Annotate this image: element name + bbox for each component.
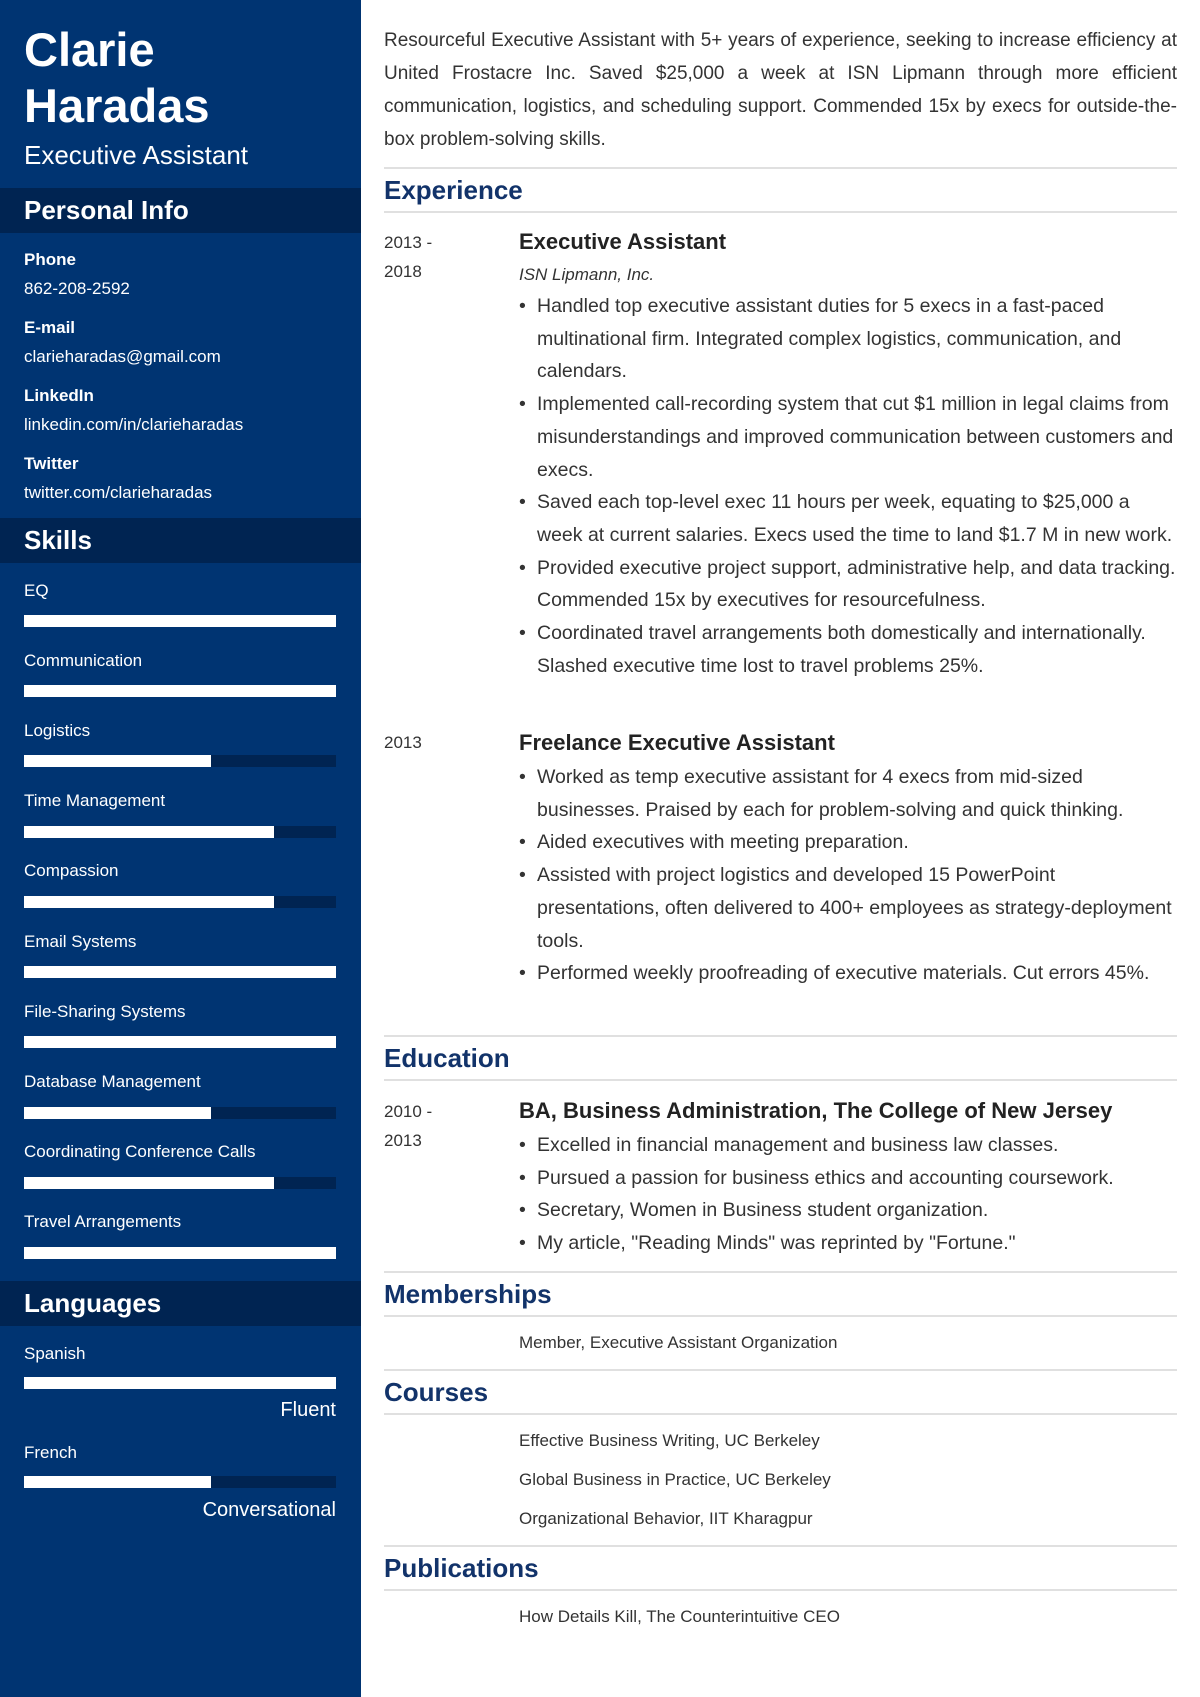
- date-start: 2013 -: [384, 233, 433, 252]
- personal-info-heading: Personal Info: [0, 188, 361, 233]
- language-bar-fill: [24, 1476, 211, 1488]
- bullet-item: • Aided executives with meeting preparation.: [519, 826, 1179, 859]
- skill-bar: [24, 685, 336, 697]
- skill-label: Time Management: [24, 791, 166, 810]
- skill-bar: [24, 1247, 336, 1259]
- candidate-name: [24, 22, 210, 134]
- bullet-item: • My article, "Reading Minds" was reprinted by "Fortune.": [519, 1227, 1179, 1260]
- summary-paragraph: Resourceful Executive Assistant with 5+ years of experience, seeking to increase efficiency at United Frostacre Inc. Saved $25,000 a week at ISN Lipmann through more efficient communication, logistics, and scheduling support. Commended 15x by execs for outside-the-box problem-solving skills.: [384, 30, 1177, 150]
- membership-item: Member, Executive Assistant Organization: [519, 1333, 838, 1352]
- bullet-item: • Provided executive project support, administrative help, and data tracking. Commended 15x by executives for resourcefulness.: [519, 552, 1179, 617]
- skill-label: Communication: [24, 651, 143, 670]
- experience-heading: Experience: [384, 167, 1177, 213]
- skill-bar-fill: [24, 1177, 274, 1189]
- job-entry-title: Executive Assistant: [519, 229, 727, 254]
- bullet-item: • Secretary, Women in Business student organization.: [519, 1194, 1179, 1227]
- language-bar: [24, 1476, 336, 1488]
- language-bar-fill: [24, 1377, 336, 1389]
- email-value[interactable]: clarieharadas@gmail.com: [24, 347, 221, 366]
- job-bullets: [519, 761, 1179, 990]
- bullet-item: • Performed weekly proofreading of executive materials. Cut errors 45%.: [519, 957, 1179, 990]
- skill-bar-fill: [24, 685, 336, 697]
- language-label: French: [24, 1443, 77, 1462]
- sidebar: [0, 0, 361, 1697]
- skill-label: Email Systems: [24, 932, 137, 951]
- course-item: Effective Business Writing, UC Berkeley: [519, 1431, 820, 1450]
- skill-bar-fill: [24, 966, 336, 978]
- language-bar: [24, 1377, 336, 1389]
- date-end: 2013: [384, 1131, 422, 1150]
- linkedin-value[interactable]: linkedin.com/in/clarieharadas: [24, 415, 244, 434]
- job-entry-company: ISN Lipmann, Inc.: [519, 265, 655, 284]
- email-label: E-mail: [24, 318, 76, 337]
- last-name: Haradas: [24, 79, 210, 132]
- date-start: 2013: [384, 733, 422, 752]
- skill-bar-fill: [24, 1247, 336, 1259]
- skill-bar-fill: [24, 896, 274, 908]
- job-entry-title: Freelance Executive Assistant: [519, 730, 835, 755]
- skill-bar-fill: [24, 1107, 211, 1119]
- bullet-item: • Saved each top-level exec 11 hours per week, equating to $25,000 a week at current salaries. Execs used the time to land $1.7 M in new work.: [519, 486, 1179, 551]
- skill-label: EQ: [24, 581, 49, 600]
- twitter-label: Twitter: [24, 454, 79, 473]
- linkedin-label: LinkedIn: [24, 386, 94, 405]
- skill-bar: [24, 755, 336, 767]
- skill-label: Compassion: [24, 861, 119, 880]
- bullet-item: • Excelled in financial management and business law classes.: [519, 1129, 1179, 1162]
- experience-date: [384, 228, 432, 286]
- education-bullets: [519, 1129, 1179, 1260]
- bullet-item: • Handled top executive assistant duties for 5 execs in a fast-paced multinational firm. Integrated complex logistics, communication, and calendars.: [519, 290, 1179, 388]
- experience-date: [384, 728, 422, 757]
- skill-label: Travel Arrangements: [24, 1212, 182, 1231]
- language-level: Conversational: [202, 1499, 336, 1521]
- education-date: [384, 1097, 432, 1155]
- date-start: 2010 -: [384, 1102, 433, 1121]
- bullet-item: • Implemented call-recording system that cut $1 million in legal claims from misunderstandings and improved communication between customers and execs.: [519, 388, 1179, 486]
- memberships-heading: Memberships: [384, 1271, 1177, 1317]
- skill-bar-fill: [24, 615, 336, 627]
- language-level: Fluent: [280, 1399, 336, 1421]
- phone-value[interactable]: 862-208-2592: [24, 279, 130, 298]
- bullet-item: • Pursued a passion for business ethics and accounting coursework.: [519, 1162, 1179, 1195]
- job-bullets: [519, 290, 1179, 682]
- date-end: 2018: [384, 262, 422, 281]
- skill-label: File-Sharing Systems: [24, 1002, 186, 1021]
- language-label: Spanish: [24, 1344, 86, 1363]
- twitter-value[interactable]: twitter.com/clarieharadas: [24, 483, 213, 502]
- education-title: BA, Business Administration, The College of New Jersey: [519, 1098, 1113, 1123]
- publications-heading: Publications: [384, 1545, 1177, 1591]
- skills-heading: Skills: [0, 518, 361, 563]
- phone-label: Phone: [24, 250, 76, 269]
- first-name: Clarie: [24, 23, 155, 76]
- skill-bar: [24, 1177, 336, 1189]
- job-title: Executive Assistant: [24, 140, 248, 170]
- skill-bar: [24, 1107, 336, 1119]
- bullet-item: • Assisted with project logistics and developed 15 PowerPoint presentations, often delivered to 400+ employees as strategy-deployment tools.: [519, 859, 1179, 957]
- skill-bar-fill: [24, 755, 211, 767]
- skill-bar: [24, 615, 336, 627]
- skill-label: Database Management: [24, 1072, 201, 1091]
- course-item: Organizational Behavior, IIT Kharagpur: [519, 1509, 813, 1528]
- publication-item: How Details Kill, The Counterintuitive CEO: [519, 1607, 840, 1626]
- skill-bar-fill: [24, 826, 274, 838]
- skill-bar: [24, 826, 336, 838]
- skill-bar: [24, 1036, 336, 1048]
- skill-label: Coordinating Conference Calls: [24, 1142, 256, 1161]
- skill-bar: [24, 896, 336, 908]
- courses-heading: Courses: [384, 1369, 1177, 1415]
- bullet-item: • Worked as temp executive assistant for 4 execs from mid-sized businesses. Praised by each for problem-solving and quick thinking.: [519, 761, 1179, 826]
- skill-label: Logistics: [24, 721, 91, 740]
- education-heading: Education: [384, 1035, 1177, 1081]
- skill-bar: [24, 966, 336, 978]
- languages-heading: Languages: [0, 1281, 361, 1326]
- bullet-item: • Coordinated travel arrangements both domestically and internationally. Slashed executive time lost to travel problems 25%.: [519, 617, 1179, 682]
- skill-bar-fill: [24, 1036, 336, 1048]
- course-item: Global Business in Practice, UC Berkeley: [519, 1470, 831, 1489]
